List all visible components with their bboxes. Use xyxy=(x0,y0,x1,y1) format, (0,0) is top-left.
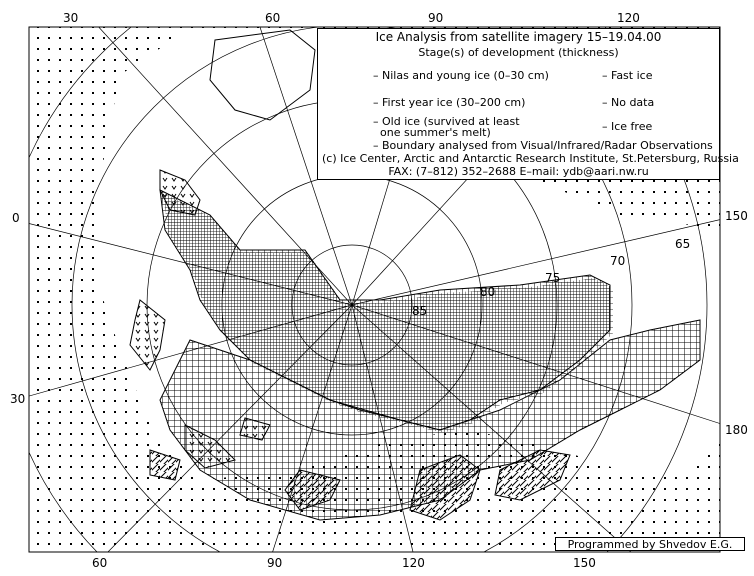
lat-label-75: 75 xyxy=(545,271,561,285)
legend-boundary: – Boundary analysed from Visual/Infrared/Radar Observations xyxy=(373,139,713,152)
lon-label-top-60: 60 xyxy=(265,11,281,25)
lon-label-top-30: 30 xyxy=(63,11,79,25)
legend-old-ice-1: – Old ice (survived at least xyxy=(373,115,520,128)
legend-box xyxy=(317,28,739,180)
legend-first-year: – First year ice (30–200 cm) xyxy=(373,96,526,109)
legend-fast-ice: – Fast ice xyxy=(602,69,653,82)
lat-label-70: 70 xyxy=(610,254,626,268)
lon-label-left-0: 0 xyxy=(12,211,20,225)
lat-label-65: 65 xyxy=(675,237,691,251)
legend-credit-2: FAX: (7–812) 352–2688 E–mail: ydb@aari.nw.ru xyxy=(388,165,649,178)
lon-label-right-180: 180 xyxy=(725,423,748,437)
lat-label-85: 85 xyxy=(412,304,428,318)
lon-label-bottom-60: 60 xyxy=(92,556,108,570)
legend-no-data: – No data xyxy=(602,96,655,109)
lon-label-bottom-90: 90 xyxy=(267,556,283,570)
legend-title: Ice Analysis from satellite imagery 15–19.04.00 xyxy=(375,30,662,44)
legend-credit-1: (c) Ice Center, Arctic and Antarctic Research Institute, St.Petersburg, Russia xyxy=(322,152,739,165)
lon-label-top-90: 90 xyxy=(428,11,444,25)
lon-label-bottom-150: 150 xyxy=(573,556,596,570)
legend-ice-free: – Ice free xyxy=(602,120,653,133)
lon-label-left-30: 30 xyxy=(10,392,26,406)
legend-old-ice-2: one summer's melt) xyxy=(380,126,491,139)
programmer-credit: Programmed by Shvedov E.G. xyxy=(555,537,745,551)
legend-subtitle: Stage(s) of development (thickness) xyxy=(418,46,619,59)
lon-label-bottom-120: 120 xyxy=(402,556,425,570)
legend-nilas: – Nilas and young ice (0–30 cm) xyxy=(373,69,549,82)
lat-label-80: 80 xyxy=(480,285,496,299)
lon-label-right-150: 150 xyxy=(725,209,748,223)
lon-label-top-120: 120 xyxy=(617,11,640,25)
